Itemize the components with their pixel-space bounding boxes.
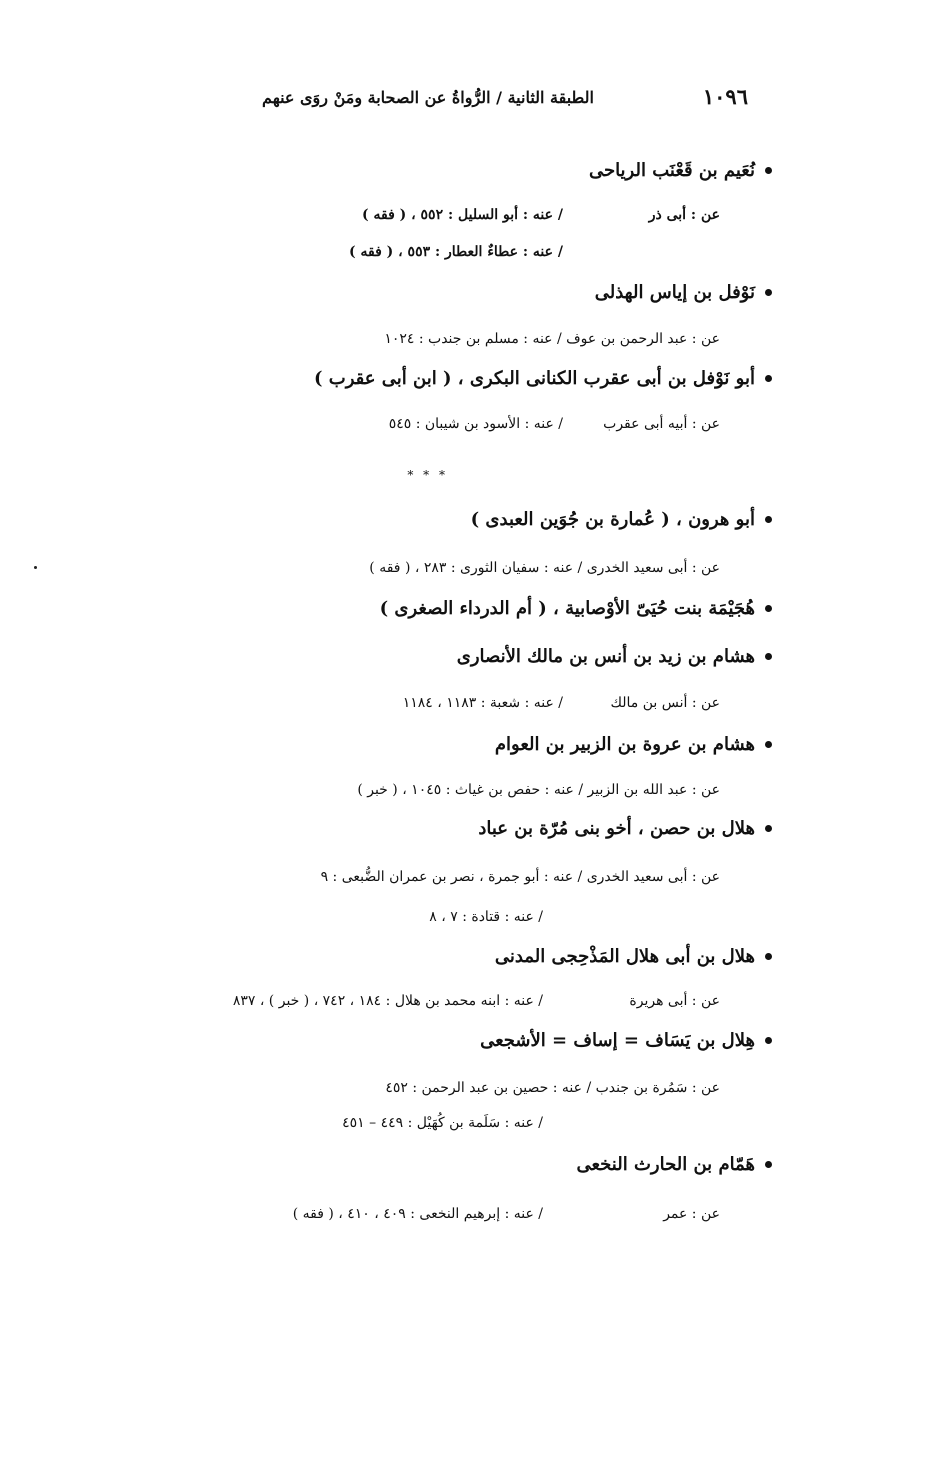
from-line: عن : أنس بن مالك <box>610 695 720 711</box>
bullet-icon <box>765 167 772 174</box>
entry-name <box>480 1030 772 1051</box>
entry-name <box>314 368 772 389</box>
entry-name <box>471 509 772 530</box>
narrator-name: هَمّام بن الحارث النخعى <box>576 1154 755 1175</box>
bullet-icon <box>765 1161 772 1168</box>
section-separator: * * * <box>407 468 448 482</box>
narrator-name: هلال بن حصن ، أخو بنى مُرّة بن عباد <box>478 818 755 839</box>
from-line: عن : عمر <box>663 1206 720 1222</box>
narrator-name: هشام بن عروة بن الزبير بن العوام <box>494 734 755 755</box>
bullet-icon <box>765 953 772 960</box>
chain-line: عن : أبى سعيد الخدرى / عنه : سفيان الثورى : ٢٨٣ ، ( فقه ) <box>369 560 720 576</box>
narrator-name: أبو هرون ، ( عُمارة بن جُوَين العبدى ) <box>470 509 755 530</box>
bullet-icon <box>765 605 772 612</box>
entry-name <box>495 946 772 967</box>
bullet-icon <box>765 375 772 382</box>
from-line: عن : أبى ذر <box>648 207 720 223</box>
entry-name <box>380 598 772 619</box>
chain-line: عن : عبد الله بن الزبير / عنه : حفص بن غياث : ١٠٤٥ ، ( خبر ) <box>357 782 720 798</box>
by-line: / عنه : أبو السليل : ٥٥٢ ، ( فقه ) <box>361 207 563 223</box>
entry-name <box>457 646 772 667</box>
narrator-name: أبو نَوْفل بن أبى عقرب الكنانى البكرى ، ( ابن أبى عقرب ) <box>313 368 755 389</box>
bullet-icon <box>765 653 772 660</box>
by-line: / عنه : الأسود بن شيبان : ٥٤٥ <box>388 416 563 432</box>
by-line: / عنه : سَلَمة بن كُهَيْل : ٤٤٩ – ٤٥١ <box>342 1115 543 1131</box>
from-line: عن : أبى هريرة <box>629 993 720 1009</box>
narrator-name: هشام بن زيد بن أنس بن مالك الأنصارى <box>456 646 755 667</box>
by-line: / عنه : قتادة : ٧ ، ٨ <box>429 909 543 925</box>
narrator-name: نُعَيم بن قَعْنَب الرياحى <box>588 160 755 181</box>
bullet-icon <box>765 825 772 832</box>
narrator-name: هِلال بن يَسَاف = إساف = الأشجعى <box>480 1030 755 1051</box>
by-line: / عنه : إبرهيم النخعى : ٤٠٩ ، ٤١٠ ، ( فقه ) <box>292 1206 543 1222</box>
entry-name <box>495 734 772 755</box>
chain-line: عن : سَمُرة بن جندب / عنه : حصين بن عبد الرحمن : ٤٥٢ <box>385 1080 720 1096</box>
narrator-name: هلال بن أبى هلال المَذْحِجى المدنى <box>494 946 755 967</box>
by-line: / عنه : شعبة : ١١٨٣ ، ١١٨٤ <box>402 695 563 711</box>
entry-name <box>595 282 772 303</box>
page-number: ١٠٩٦ <box>702 84 748 109</box>
chain-line: عن : عبد الرحمن بن عوف / عنه : مسلم بن جندب : ١٠٢٤ <box>384 331 720 347</box>
bullet-icon <box>765 289 772 296</box>
bullet-icon <box>765 1037 772 1044</box>
narrator-name: هُجَيْمَة بنت حُيَىّ الأوْصابية ، ( أم الدرداء الصغرى ) <box>379 598 755 619</box>
narrator-name: نَوْفل بن إياس الهذلى <box>594 282 755 303</box>
chain-line: عن : أبى سعيد الخدرى / عنه : أبو جمرة ، نصر بن عمران الضُّبعى : ٩ <box>320 869 720 885</box>
entry-name <box>589 160 772 181</box>
by-line: / عنه : ابنه محمد بن هلال : ١٨٤ ، ٧٤٢ ، ( خبر ) ، ٨٣٧ <box>232 993 543 1009</box>
from-line: عن : أبيه أبى عقرب <box>603 416 720 432</box>
running-title: الطبقة الثانية / الرُّواةُ عن الصحابة ومَنْ روَى عنهم <box>262 88 594 107</box>
by-line: / عنه : عطاءٌ العطار : ٥٥٣ ، ( فقه ) <box>349 244 563 260</box>
bullet-icon <box>765 741 772 748</box>
bullet-icon <box>765 516 772 523</box>
print-speck <box>34 566 37 569</box>
entry-name <box>478 818 772 839</box>
entry-name <box>577 1154 773 1175</box>
